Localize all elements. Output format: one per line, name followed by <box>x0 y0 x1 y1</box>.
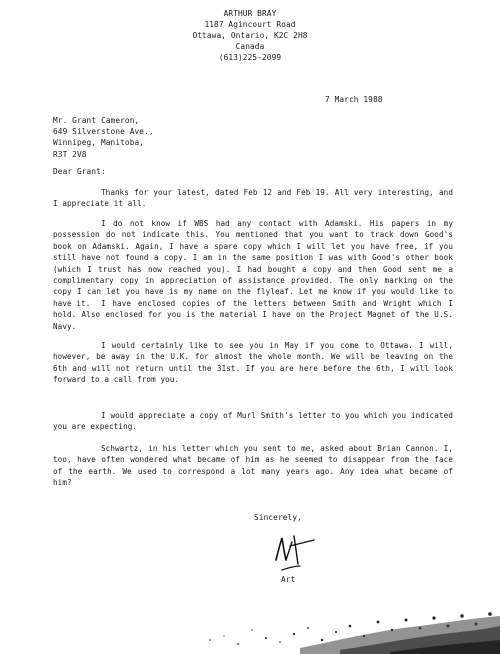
body-paragraph-4: I would certainly like to see you in May if you come to Ottawa. I will, however, be away in the U.K. for almost the whole month. We will be leaving on the 6th and will not return until the 31st. If you are here before the 6th, I will look forward to a call from you. <box>53 341 453 385</box>
scan-artifact-smudge <box>190 600 500 654</box>
recipient-city: Winnipeg, Manitoba, <box>53 138 145 148</box>
closing: Sincerely, <box>254 513 302 522</box>
body-paragraph-3: I have enclosed copies of the letters between Smith and Wright which I hold. Also enclosed for you is the material I have on the Project Magnet of the U.S. Navy. <box>53 299 453 331</box>
signer-name: Art <box>281 575 296 584</box>
recipient-postal: R3T 2V8 <box>53 149 87 159</box>
recipient-street: 649 Silverstone Ave., <box>53 127 154 137</box>
body-paragraph-2: I do not know if WBS had any contact with Adamski. His papers in my possession do not indicate this. You mentioned that you want to track down Good's book on Adamski. Again, I have a spare copy which I will let you have free, if you still have not found a copy. I am in the same position I was with Good's other book (which I trust has now reached you). I had bought a copy and then Good sent me a complimentary copy in appreciation of assistance provided. The only marking on the copy I can let you have is my name on the flyleaf. Let me know if you would like to have it. <box>53 219 453 308</box>
recipient-address <box>53 115 154 160</box>
body-paragraph-6: Schwartz, in his letter which you sent to me, asked about Brian Cannon. I, too, have often wondered what became of him as he seemed to disappear from the face of the earth. We used to correspond a lot many years ago. Any idea what became of him? <box>53 444 453 488</box>
body-paragraph-5: I would appreciate a copy of Murl Smith's letter to you which you indicated you are expecting. <box>53 411 453 432</box>
sender-street: 1187 Agincourt Road <box>204 20 296 29</box>
handwritten-signature <box>268 530 328 574</box>
sender-name: ARTHUR BRAY <box>223 9 277 18</box>
sender-country: Canada <box>235 42 265 51</box>
letter-date: 7 March 1988 <box>325 95 383 104</box>
body-paragraph-1: Thanks for your latest, dated Feb 12 and Feb 19. All very interesting, and I appreciate it all. <box>53 188 453 209</box>
salutation: Dear Grant: <box>53 167 106 176</box>
sender-phone: (613)225-2099 <box>218 53 282 62</box>
recipient-name: Mr. Grant Cameron, <box>53 116 140 125</box>
letterhead <box>0 8 500 63</box>
sender-city: Ottawa, Ontario, K2C 2H8 <box>192 31 308 40</box>
